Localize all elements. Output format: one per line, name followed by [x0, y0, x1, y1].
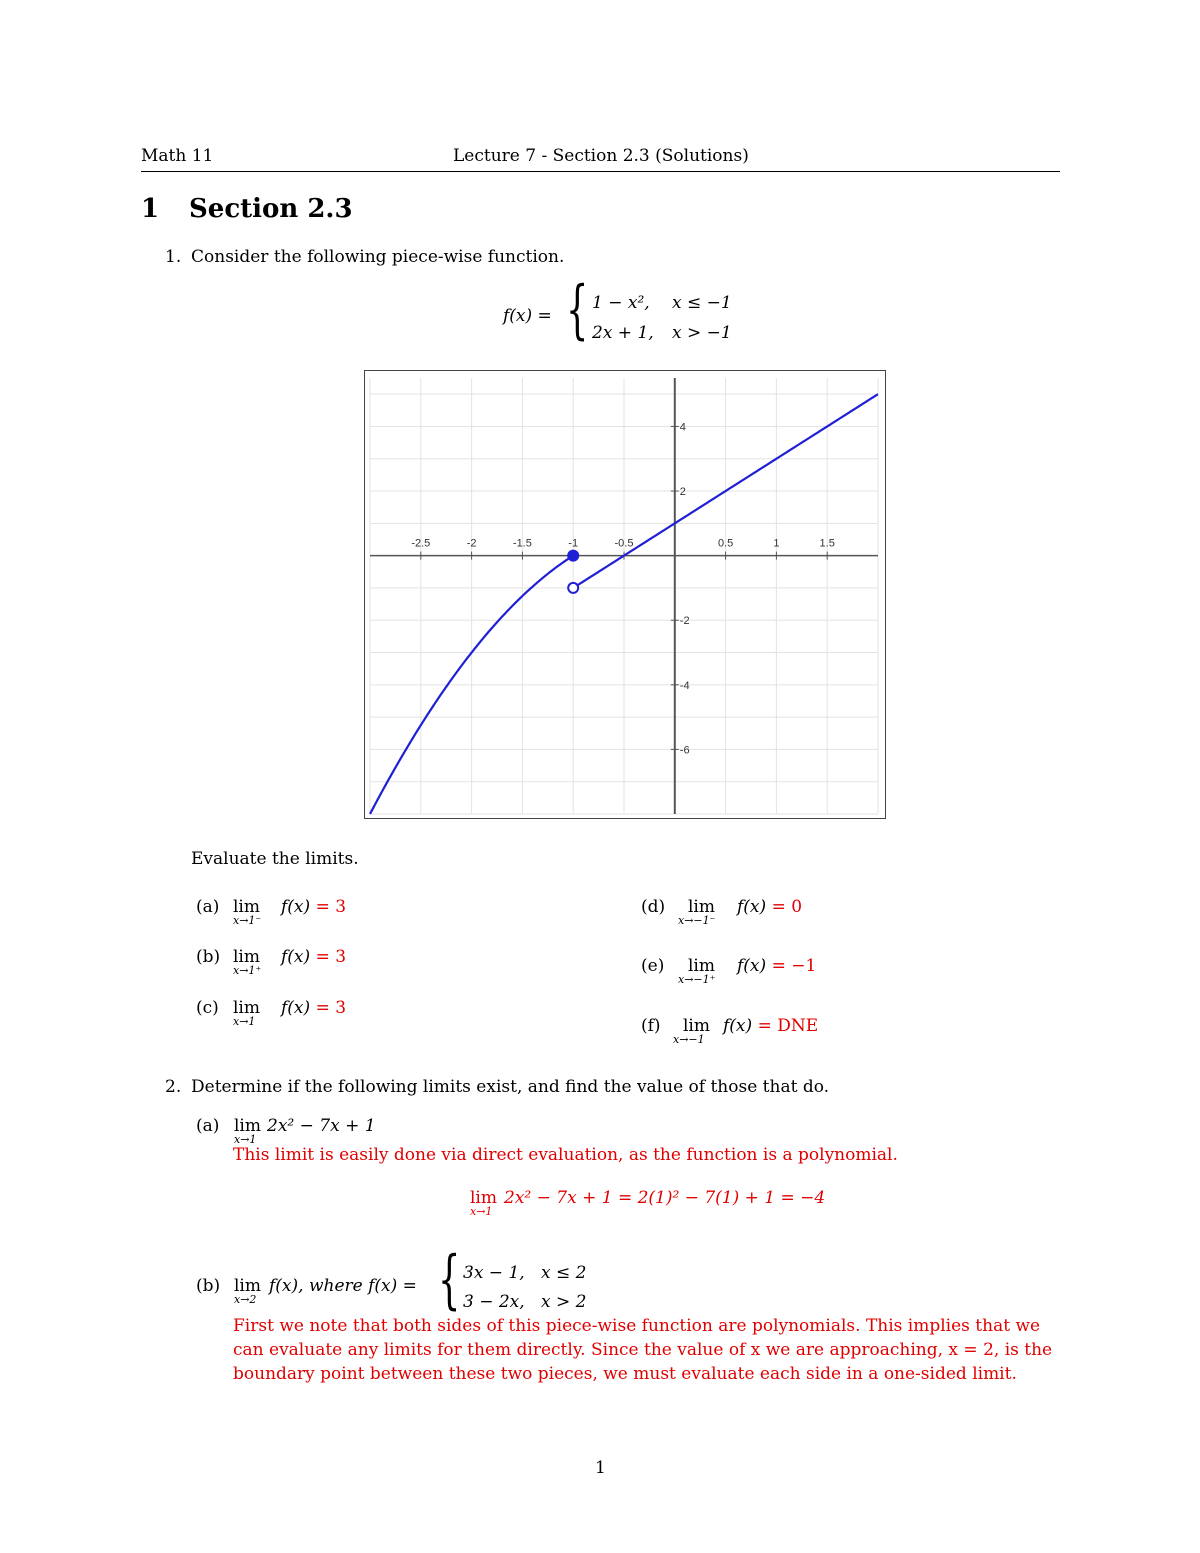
q2a-explanation: This limit is easily done via direct evaluation, as the function is a polynomial.: [233, 1145, 898, 1165]
q1-part-label: (d): [641, 897, 666, 917]
lim-subscript: x→−1⁺: [678, 973, 716, 986]
q2a-result: 2x² − 7x + 1 = 2(1)² − 7(1) + 1 = −4: [504, 1188, 826, 1208]
q1-part-limit: [233, 998, 260, 1028]
q1-part-limit: [678, 897, 716, 927]
q2b-label: (b): [196, 1276, 221, 1296]
q2a-expr: 2x² − 7x + 1: [267, 1116, 376, 1136]
q1-part-label: (f): [641, 1016, 661, 1036]
q1-part-function: f(x): [737, 956, 767, 976]
q1-part-label: (a): [196, 897, 220, 917]
lim-subscript: x→1⁻: [233, 914, 262, 927]
lim-subscript: x→1: [470, 1205, 493, 1218]
header-rule: [141, 171, 1060, 172]
lecture-title: Lecture 7 - Section 2.3 (Solutions): [453, 146, 749, 166]
q1-piece1-cond: x ≤ −1: [672, 293, 732, 313]
x-tick-label: -1: [568, 537, 579, 550]
lim-word: lim: [233, 998, 260, 1018]
function-graph: [364, 370, 886, 819]
graph-frame: [365, 371, 886, 819]
q2b-piece1-cond: x ≤ 2: [541, 1263, 587, 1283]
q1-part-expression: [281, 998, 346, 1018]
y-tick-label: -2: [679, 615, 690, 628]
x-tick-label: 1.5: [819, 537, 835, 550]
x-tick-label: -2: [466, 537, 477, 550]
y-tick-label: -4: [679, 679, 690, 692]
q2b-explanation-line-1: First we note that both sides of this piece-wise function are polynomials. This implies that we: [233, 1316, 1041, 1336]
closed-endpoint: [568, 551, 578, 561]
y-tick-label: 2: [679, 486, 686, 499]
q2-number: 2.: [165, 1077, 182, 1097]
q1-part-answer: = 3: [315, 998, 347, 1018]
lim-subscript: x→1⁺: [233, 964, 262, 977]
x-tick-label: -0.5: [614, 537, 634, 550]
q1-piece2-expr: 2x + 1,: [592, 323, 654, 343]
q1-part-answer: = −1: [771, 956, 817, 976]
q2b-brace: {: [438, 1243, 461, 1317]
lim-word: lim: [233, 947, 260, 967]
q1-part-answer: = 3: [315, 897, 347, 917]
q1-part-function: f(x): [737, 897, 767, 917]
q1-piece1-expr: 1 − x²,: [592, 293, 650, 313]
q1-part-answer: = 0: [771, 897, 803, 917]
q1-prompt: Consider the following piece-wise function.: [191, 247, 565, 267]
lim-subscript: x→1: [234, 1133, 257, 1146]
page-number: 1: [595, 1458, 606, 1478]
lim-subscript: x→−1⁻: [678, 914, 716, 927]
q1-part-expression: [281, 947, 346, 967]
evaluate-label: Evaluate the limits.: [191, 849, 359, 869]
lim-word: lim: [233, 897, 260, 917]
q1-brace: {: [566, 273, 589, 347]
lim-word: lim: [234, 1116, 261, 1136]
section-number: 1: [141, 194, 160, 224]
q1-part-limit: [678, 956, 716, 986]
x-tick-label: 1: [773, 537, 780, 550]
y-tick-label: -6: [679, 744, 690, 757]
course-name: Math 11: [141, 146, 214, 166]
q1-fx-label: f(x) =: [503, 306, 552, 326]
q1-part-function: f(x): [723, 1016, 753, 1036]
q2b-piece2-expr: 3 − 2x,: [463, 1292, 525, 1312]
open-endpoint: [568, 583, 578, 593]
q1-part-label: (c): [196, 998, 219, 1018]
lim-word: lim: [470, 1188, 497, 1208]
q1-part-limit: [233, 897, 262, 927]
q1-part-limit: [673, 1016, 710, 1046]
q2-prompt: Determine if the following limits exist, and find the value of those that do.: [191, 1077, 830, 1097]
q1-part-answer: = 3: [315, 947, 347, 967]
q1-part-expression: [723, 1016, 818, 1036]
q2a-result-limit: [470, 1188, 497, 1218]
q1-part-expression: [737, 897, 802, 917]
lim-subscript: x→−1: [673, 1033, 705, 1046]
q1-part-function: f(x): [281, 947, 311, 967]
x-tick-label: 0.5: [717, 537, 734, 550]
q1-piece2-cond: x > −1: [672, 323, 732, 343]
q1-part-expression: [737, 956, 816, 976]
q2a-limit: [234, 1116, 261, 1146]
lim-word: lim: [688, 897, 715, 917]
q1-part-expression: [281, 897, 346, 917]
lim-word: lim: [688, 956, 715, 976]
q1-part-limit: [233, 947, 262, 977]
q1-part-label: (b): [196, 947, 221, 967]
q1-part-function: f(x): [281, 998, 311, 1018]
q2b-explanation-line-3: boundary point between these two pieces, we must evaluate each side in a one-sided limit.: [233, 1364, 1017, 1384]
q2b-limit: [234, 1276, 261, 1306]
q1-number: 1.: [165, 247, 182, 267]
q2b-explanation-line-2: can evaluate any limits for them directly. Since the value of x we are approaching, x = 2, is the: [233, 1340, 1053, 1360]
lim-subscript: x→2: [234, 1293, 257, 1306]
lim-word: lim: [683, 1016, 710, 1036]
x-tick-label: -2.5: [411, 537, 431, 550]
q1-part-label: (e): [641, 956, 665, 976]
lim-subscript: x→1: [233, 1015, 256, 1028]
q2b-expr: f(x), where f(x) =: [269, 1276, 417, 1296]
x-tick-label: -1.5: [512, 537, 532, 550]
section-title: Section 2.3: [189, 194, 353, 224]
q1-part-answer: = DNE: [757, 1016, 819, 1036]
lim-word: lim: [234, 1276, 261, 1296]
y-tick-label: 4: [679, 421, 686, 434]
q2b-piece2-cond: x > 2: [541, 1292, 587, 1312]
q2b-piece1-expr: 3x − 1,: [463, 1263, 525, 1283]
q2a-label: (a): [196, 1116, 220, 1136]
q1-part-function: f(x): [281, 897, 311, 917]
